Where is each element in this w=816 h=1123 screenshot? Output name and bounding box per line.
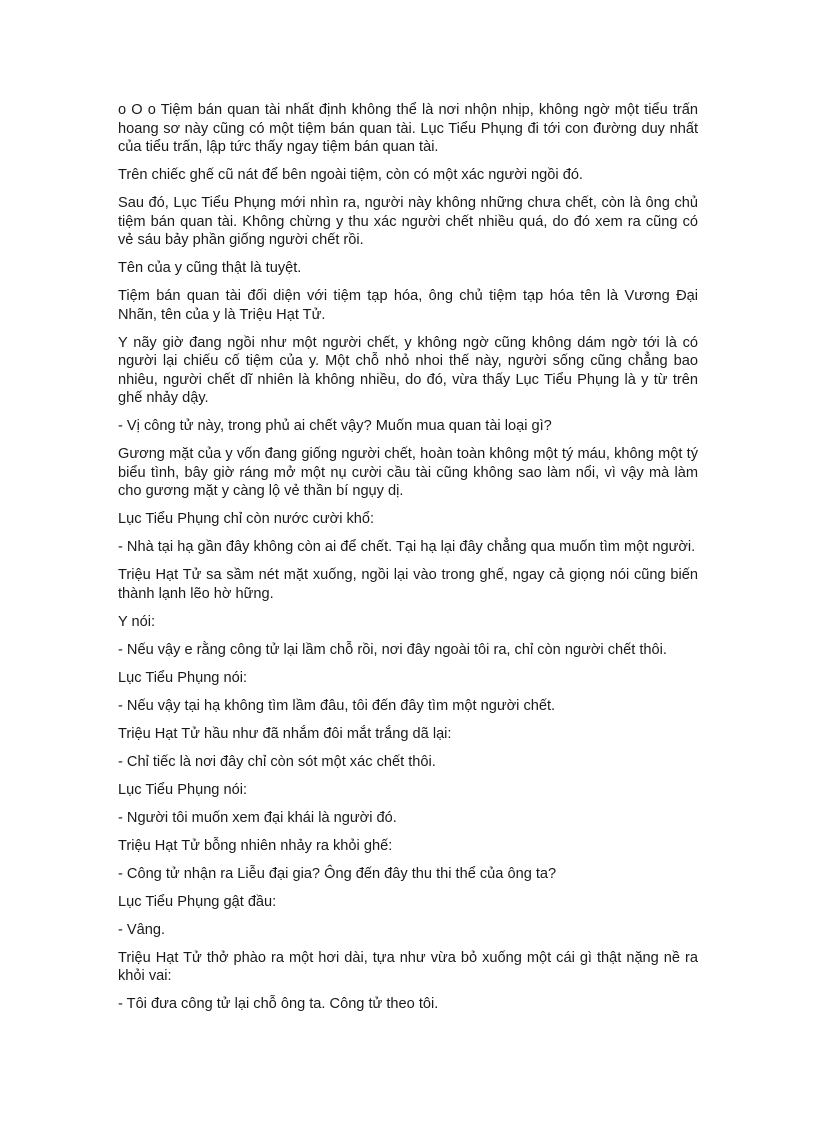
paragraph: Lục Tiểu Phụng gật đầu:	[118, 893, 277, 910]
document-page	[118, 101, 698, 1023]
paragraph: Y nói:	[118, 613, 156, 630]
paragraph: Triệu Hạt Tử sa sầm nét mặt xuống, ngồi lại vào trong ghế, ngay cả giọng nói cũng biến thành lạnh lẽo hờ hững.	[118, 567, 698, 602]
dialogue-line: - Công tử nhận ra Liễu đại gia? Ông đến đây thu thi thể của ông ta?	[118, 865, 557, 882]
paragraph: Trên chiếc ghế cũ nát để bên ngoài tiệm, còn có một xác người ngồi đó.	[118, 167, 583, 183]
paragraph: Lục Tiểu Phụng nói:	[118, 781, 248, 798]
paragraph: Triệu Hạt Tử bỗng nhiên nhảy ra khỏi ghế:	[118, 837, 393, 854]
dialogue-line: - Chỉ tiếc là nơi đây chỉ còn sót một xác chết thôi.	[118, 753, 436, 770]
paragraph: Lục Tiểu Phụng chỉ còn nước cười khổ:	[118, 511, 375, 527]
paragraph: Tiệm bán quan tài đối diện với tiệm tạp hóa, ông chủ tiệm tạp hóa tên là Vương Đại Nhãn, tên của y là Triệu Hạt Tử.	[118, 288, 698, 323]
dialogue-line: - Tôi đưa công tử lại chỗ ông ta. Công tử theo tôi.	[118, 996, 439, 1012]
dialogue-line: - Vị công tử này, trong phủ ai chết vậy? Muốn mua quan tài loại gì?	[118, 418, 552, 434]
dialogue-line: - Vâng.	[118, 921, 166, 938]
paragraph: Triệu Hạt Tử hầu như đã nhắm đôi mắt trắng dã lại:	[118, 725, 452, 742]
dialogue-line: - Người tôi muốn xem đại khái là người đó.	[118, 809, 397, 826]
paragraph: Tên của y cũng thật là tuyệt.	[118, 260, 302, 276]
dialogue-line: - Nếu vậy tại hạ không tìm lầm đâu, tôi đến đây tìm một người chết.	[118, 697, 556, 714]
paragraph: Sau đó, Lục Tiểu Phụng mới nhìn ra, người này không những chưa chết, còn là ông chủ tiệm bán quan tài. Không chừng y thu xác người chết nhiều quá, do đó xem ra cũng có vẻ sáu bảy phần giống người chết rồi.	[118, 195, 698, 248]
dialogue-line: - Nếu vậy e rằng công tử lại lầm chỗ rồi, nơi đây ngoài tôi ra, chỉ còn người chết thôi.	[118, 641, 667, 658]
paragraph: Y nãy giờ đang ngồi như một người chết, y không ngờ cũng không dám ngờ tới là có người lại chiếu cố tiệm của y. Một chỗ nhỏ nhoi thế này, người sống cũng chẳng bao nhiêu, người chết dĩ nhiên là không nhiều, do đó, vừa thấy Lục Tiểu Phụng là y từ trên ghế nhảy dậy.	[118, 334, 698, 406]
paragraph: Gương mặt của y vốn đang giống người chết, hoàn toàn không một tý máu, không một tý biểu tình, bây giờ ráng mở một nụ cười cầu tài cũng không sao làm nổi, vì vậy mà làm cho gương mặt y càng lộ vẻ thần bí ngụy dị.	[118, 446, 698, 499]
paragraph: Triệu Hạt Tử thở phào ra một hơi dài, tựa như vừa bỏ xuống một cái gì thật nặng nề ra khỏi vai:	[118, 949, 698, 984]
paragraph: o O o Tiệm bán quan tài nhất định không thể là nơi nhộn nhịp, không ngờ một tiểu trấn hoang sơ này cũng có một tiệm bán quan tài. Lục Tiểu Phụng đi tới con đường duy nhất của tiểu trấn, lập tức thấy ngay tiệm bán quan tài.	[118, 102, 698, 155]
dialogue-line: - Nhà tại hạ gần đây không còn ai để chết. Tại hạ lại đây chẳng qua muốn tìm một người.	[118, 539, 696, 555]
paragraph: Lục Tiểu Phụng nói:	[118, 669, 248, 686]
